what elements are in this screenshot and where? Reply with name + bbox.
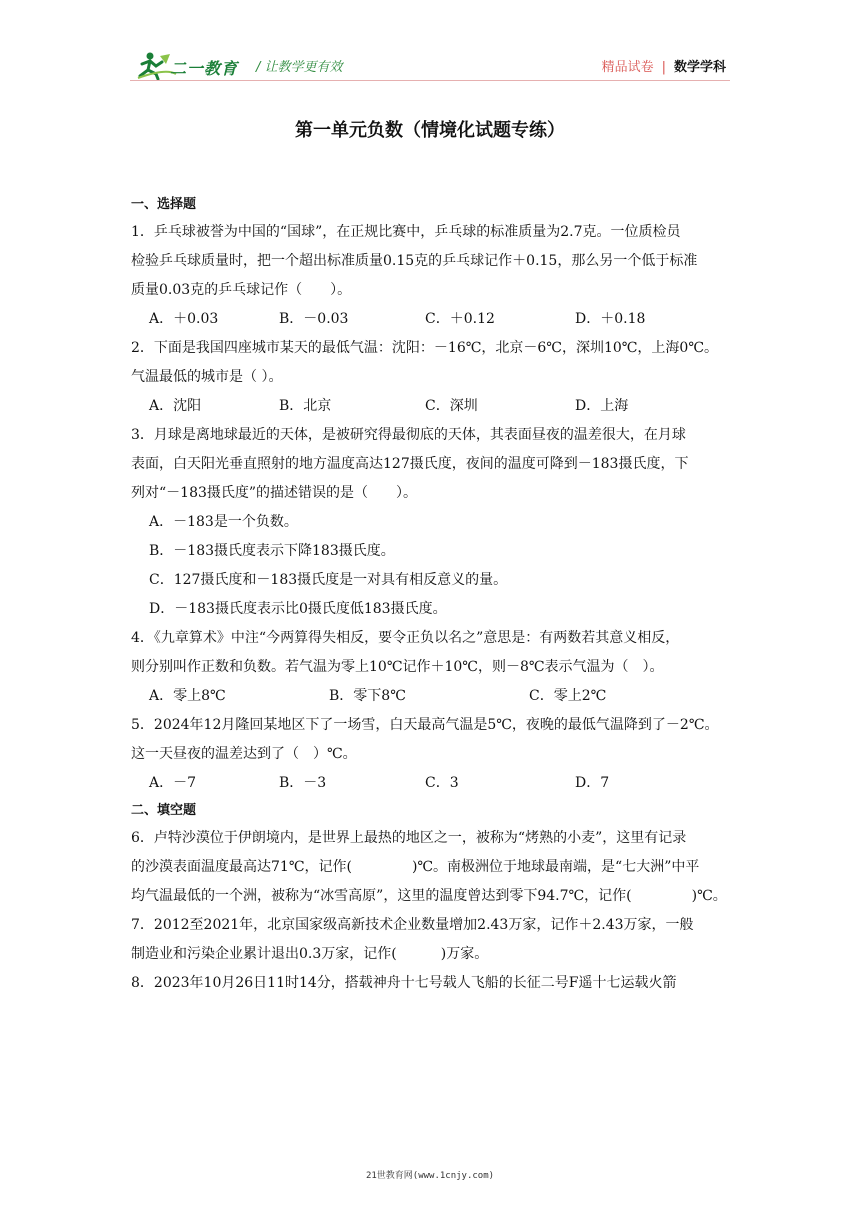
question-3 xyxy=(131,421,731,624)
option-b: B．零下8℃ xyxy=(329,688,406,704)
option-d: D．－183摄氏度表示比0摄氏度低183摄氏度。 xyxy=(149,601,447,617)
option-a: A．－183是一个负数。 xyxy=(149,514,298,530)
question-1-line-1: 1．乒乓球被誉为中国的“国球”，在正规比赛中，乒乓球的标准质量为2.7克。一位质检员 xyxy=(131,224,681,240)
question-1-options xyxy=(131,305,731,334)
question-7-line-1: 7．2012至2021年，北京国家级高新技术企业数量增加2.43万家，记作＋2.43万家，一般 xyxy=(131,917,694,933)
question-5-line-1: 5．2024年12月隆回某地区下了一场雪，白天最高气温是5℃，夜晚的最低气温降到了－2℃。 xyxy=(131,717,719,733)
question-4 xyxy=(131,624,731,711)
option-c: C．＋0.12 xyxy=(425,311,495,327)
document-body xyxy=(131,192,731,998)
option-b: B．－3 xyxy=(279,775,327,791)
option-a: A．＋0.03 xyxy=(149,311,219,327)
question-4-options xyxy=(131,682,731,711)
question-3-line-2: 表面，白天阳光垂直照射的地方温度高达127摄氏度，夜间的温度可降到－183摄氏度，下 xyxy=(131,456,689,472)
question-7-line-2-end: )万家。 xyxy=(440,946,489,962)
section-heading-choice: 一、选择题 xyxy=(131,197,197,212)
question-8-line-1: 8．2023年10月26日11时14分，搭载神舟十七号载人飞船的长征二号F遥十七运载火箭 xyxy=(131,975,677,991)
question-4-line-1: 4．《九章算术》中注“今两算得失相反，要令正负以名之”意思是：有两数若其意义相反， xyxy=(131,630,680,646)
option-c: C．深圳 xyxy=(425,398,478,414)
question-2-line-1: 2．下面是我国四座城市某天的最低气温：沈阳：－16℃，北京－6℃，深圳10℃，上海0℃。 xyxy=(131,340,718,356)
option-d: D．＋0.18 xyxy=(575,311,646,327)
question-6-line-2-start: 的沙漠表面温度最高达71℃，记作( xyxy=(131,859,352,875)
section-heading-fill: 二、填空题 xyxy=(131,803,197,818)
option-c: C．零上2℃ xyxy=(529,688,607,704)
option-a: A．零上8℃ xyxy=(149,688,226,704)
header-separator: | xyxy=(661,60,666,75)
header-divider xyxy=(130,80,730,81)
header-label-premium: 精品试卷 xyxy=(601,60,654,75)
page-footer: 21世教育网(www.1cnjy.com) xyxy=(365,1171,495,1181)
question-6-line-2-end: )℃。南极洲位于地球最南端，是“七大洲”中平 xyxy=(411,859,700,875)
option-a: A．－7 xyxy=(149,775,197,791)
option-b: B．北京 xyxy=(279,398,332,414)
question-3-line-1: 3．月球是离地球最近的天体，是被研究得最彻底的天体，其表面昼夜的温差很大，在月球 xyxy=(131,427,686,443)
option-c: C．3 xyxy=(425,775,459,791)
question-2-line-2: 气温最低的城市是（ ）。 xyxy=(131,369,283,385)
question-6-line-3-end: )℃。 xyxy=(691,888,727,904)
header-right xyxy=(602,56,726,75)
question-6-line-3-start: 均气温最低的一个洲，被称为“冰雪高原”，这里的温度曾达到零下94.7℃，记作( xyxy=(131,888,632,904)
question-2-options xyxy=(131,392,731,421)
option-b: B．－0.03 xyxy=(279,311,349,327)
header-label-subject: 数学学科 xyxy=(673,60,726,75)
option-a: A．沈阳 xyxy=(149,398,202,414)
question-6-line-1: 6．卢特沙漠位于伊朗境内，是世界上最热的地区之一，被称为“烤熟的小麦”，这里有记录 xyxy=(131,830,687,846)
logo-text: 二一教育 xyxy=(170,59,239,78)
question-2 xyxy=(131,334,731,421)
question-7-line-2-start: 制造业和污染企业累计退出0.3万家，记作( xyxy=(131,946,397,962)
option-c: C．127摄氏度和－183摄氏度是一对具有相反意义的量。 xyxy=(149,572,508,588)
page-title: 第一单元负数（情境化试题专练） xyxy=(295,120,565,141)
question-1-line-2: 检验乒乓球质量时，把一个超出标准质量0.15克的乒乓球记作＋0.15，那么另一个低于标准 xyxy=(131,253,698,269)
question-7 xyxy=(131,911,731,969)
option-d: D．7 xyxy=(575,775,610,791)
question-8 xyxy=(131,969,731,998)
question-7-line-2 xyxy=(131,940,731,969)
option-b: B．－183摄氏度表示下降183摄氏度。 xyxy=(149,543,395,559)
slogan: / 让教学更有效 xyxy=(256,60,343,75)
question-6-line-3 xyxy=(131,882,731,911)
question-5 xyxy=(131,711,731,798)
option-d: D．上海 xyxy=(575,398,629,414)
question-3-line-3: 列对“－183摄氏度”的描述错误的是（ ）。 xyxy=(131,485,418,501)
question-6 xyxy=(131,824,731,911)
page-header xyxy=(0,0,860,90)
question-5-options xyxy=(131,769,731,798)
question-5-line-2: 这一天昼夜的温差达到了（ ）℃。 xyxy=(131,746,357,762)
question-1 xyxy=(131,218,731,334)
question-4-line-2: 则分别叫作正数和负数。若气温为零上10℃记作＋10℃，则－8℃表示气温为（ ）。 xyxy=(131,659,664,675)
question-6-line-2 xyxy=(131,853,731,882)
question-1-line-3: 质量0.03克的乒乓球记作（ ）。 xyxy=(131,282,352,298)
